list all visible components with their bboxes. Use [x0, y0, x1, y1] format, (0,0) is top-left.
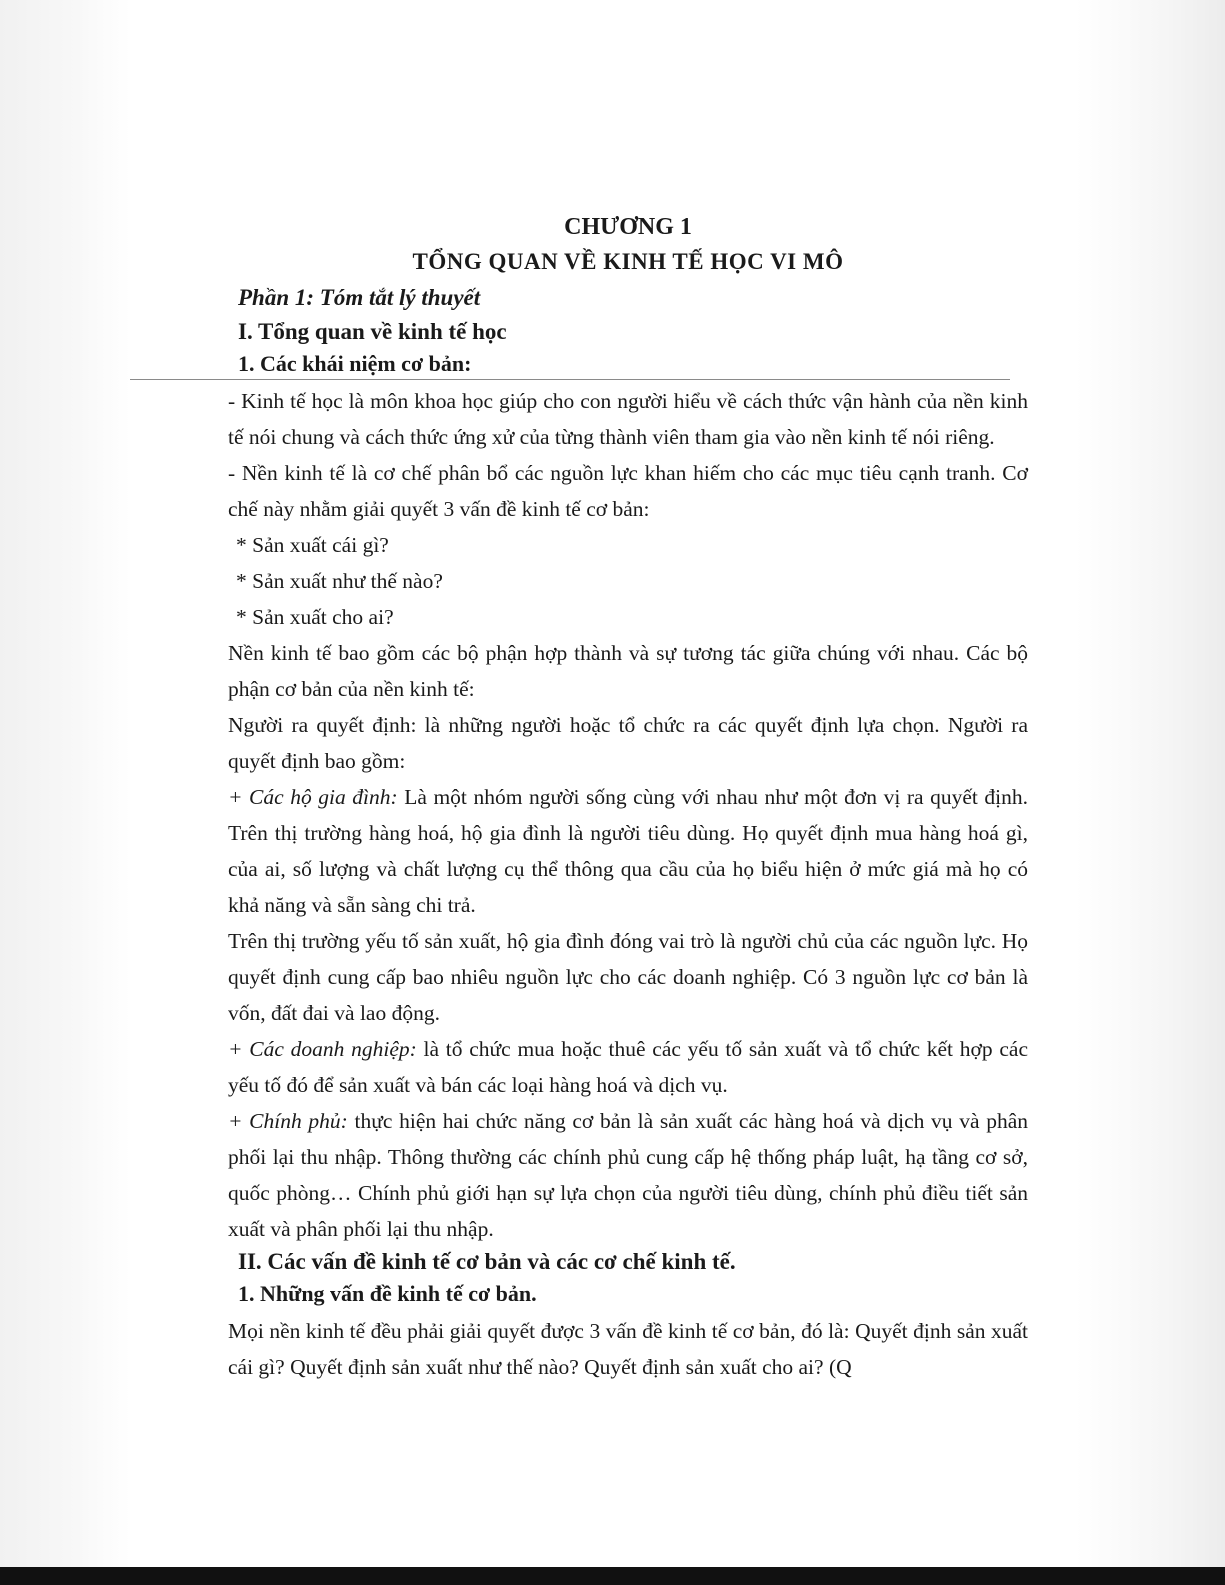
paragraph-basic-problems: Mọi nền kinh tế đều phải giải quyết được 3 vấn đề kinh tế cơ bản, đó là: Quyết định sản xuất cái gì? Quyết định sản xuất như thế nào? Quyết định sản xuất cho ai? (Q: [228, 1319, 1028, 1379]
question-how: * Sản xuất như thế nào?: [236, 569, 443, 593]
government-label: + Chính phủ:: [228, 1109, 348, 1133]
firms-text: là tổ chức mua hoặc thuê các yếu tố sản xuất và tổ chức kết hợp các yếu tố đó để sản xuất và bán các loại hàng hoá và dịch vụ.: [228, 1037, 1028, 1097]
paragraph-economy-definition: - Nền kinh tế là cơ chế phân bổ các nguồn lực khan hiếm cho các mục tiêu cạnh tranh. Cơ chế này nhằm giải quyết 3 vấn đề kinh tế cơ bản:: [228, 461, 1028, 521]
part-heading: Phần 1: Tóm tắt lý thuyết: [238, 285, 481, 310]
subsection-heading-1: 1. Các khái niệm cơ bản:: [238, 351, 472, 376]
firms-label: + Các doanh nghiệp:: [228, 1037, 417, 1061]
section-heading-2: II. Các vấn đề kinh tế cơ bản và các cơ chế kinh tế.: [238, 1249, 736, 1274]
households-label: + Các hộ gia đình:: [228, 785, 398, 809]
paragraph-firms: [228, 1031, 1028, 1103]
paragraph-government: [228, 1103, 1028, 1247]
question-for-whom: * Sản xuất cho ai?: [236, 605, 394, 629]
paragraph-factor-market: Trên thị trường yếu tố sản xuất, hộ gia đình đóng vai trò là người chủ của các nguồn lực. Họ quyết định cung cấp bao nhiêu nguồn lực cho các doanh nghiệp. Có 3 nguồn lực cơ bản là vốn, đất đai và lao động.: [228, 929, 1028, 1025]
scan-shadow-left: [0, 0, 130, 1585]
paragraph-decision-makers: Người ra quyết định: là những người hoặc tổ chức ra các quyết định lựa chọn. Người ra quyết định bao gồm:: [228, 713, 1028, 773]
subsection-heading-2: 1. Những vấn đề kinh tế cơ bản.: [238, 1281, 537, 1306]
question-what: * Sản xuất cái gì?: [236, 533, 389, 557]
document-body: [228, 214, 1028, 1385]
paragraph-economy-components: Nền kinh tế bao gồm các bộ phận hợp thành và sự tương tác giữa chúng với nhau. Các bộ phận cơ bản của nền kinh tế:: [228, 641, 1028, 701]
scan-bottom-border: [0, 1567, 1225, 1585]
paragraph-households: [228, 779, 1028, 923]
section-heading-1: I. Tổng quan về kinh tế học: [238, 319, 507, 344]
government-text: thực hiện hai chức năng cơ bản là sản xuất các hàng hoá và dịch vụ và phân phối lại thu nhập. Thông thường các chính phủ cung cấp hệ thống pháp luật, hạ tầng cơ sở, quốc phòng… Chính phủ giới hạn sự lựa chọn của người tiêu dùng, chính phủ điều tiết sản xuất và phân phối lại thu nhập.: [228, 1109, 1028, 1241]
chapter-heading: CHƯƠNG 1: [564, 214, 692, 240]
paragraph-economics-definition: - Kinh tế học là môn khoa học giúp cho con người hiểu về cách thức vận hành của nền kinh tế nói chung và cách thức ứng xử của từng thành viên tham gia vào nền kinh tế nói riêng.: [228, 389, 1028, 449]
chapter-title: TỔNG QUAN VỀ KINH TẾ HỌC VI MÔ: [412, 249, 844, 274]
households-text: Là một nhóm người sống cùng với nhau như một đơn vị ra quyết định. Trên thị trường hàng hoá, hộ gia đình là người tiêu dùng. Họ quyết định mua hàng hoá gì, của ai, số lượng và chất lượng cụ thể thông qua cầu của họ biểu hiện ở mức giá mà họ có khả năng và sẵn sàng chi trả.: [228, 785, 1028, 917]
scan-shadow-right: [1075, 0, 1225, 1585]
